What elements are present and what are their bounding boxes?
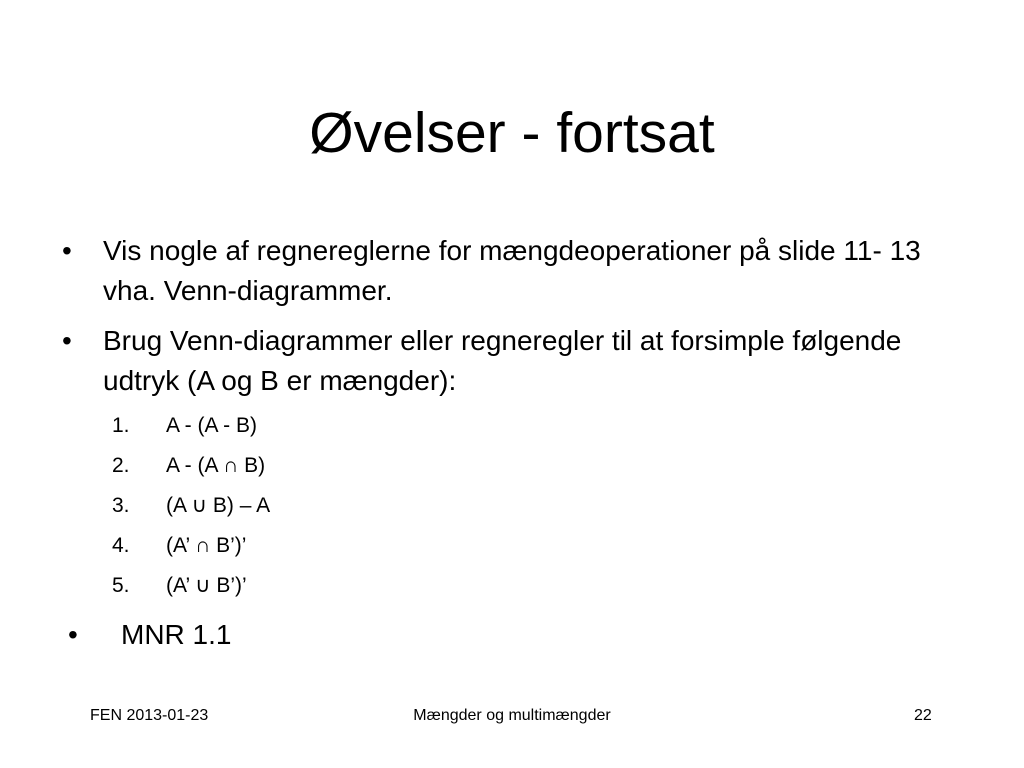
slide-title: Øvelser - fortsat — [309, 101, 715, 165]
exercise-expression: A - (A ∩ B) — [166, 454, 266, 477]
bullet-marker: • — [62, 325, 72, 356]
exercise-number: 2. — [112, 454, 130, 477]
bullet-text: Brug Venn-diagrammer eller regneregler til at forsimple følgende udtryk (A og B er mængder): — [103, 325, 902, 396]
footer-page-number: 22 — [914, 707, 932, 724]
bullet-marker: • — [68, 619, 78, 650]
exercise-number: 5. — [112, 574, 130, 597]
bullet-text: MNR 1.1 — [121, 619, 232, 650]
exercise-expression: A - (A - B) — [166, 414, 258, 437]
bullet-item-2 — [62, 321, 962, 401]
exercise-expression: (A’ ∩ B’)’ — [166, 534, 247, 557]
exercise-number: 1. — [112, 414, 130, 437]
bullet-item-1 — [62, 231, 962, 311]
exercise-expression: (A’ ∪ B’)’ — [166, 574, 247, 597]
footer-date: FEN 2013-01-23 — [90, 707, 209, 724]
exercise-number: 4. — [112, 534, 130, 557]
bullet-text: Vis nogle af regnereglerne for mængdeoperationer på slide 11- 13 vha. Venn-diagrammer. — [103, 235, 921, 306]
exercise-expression: (A ∪ B) – A — [166, 494, 271, 517]
exercise-number: 3. — [112, 494, 130, 517]
footer-title: Mængder og multimængder — [413, 707, 611, 724]
bullet-marker: • — [62, 235, 72, 266]
